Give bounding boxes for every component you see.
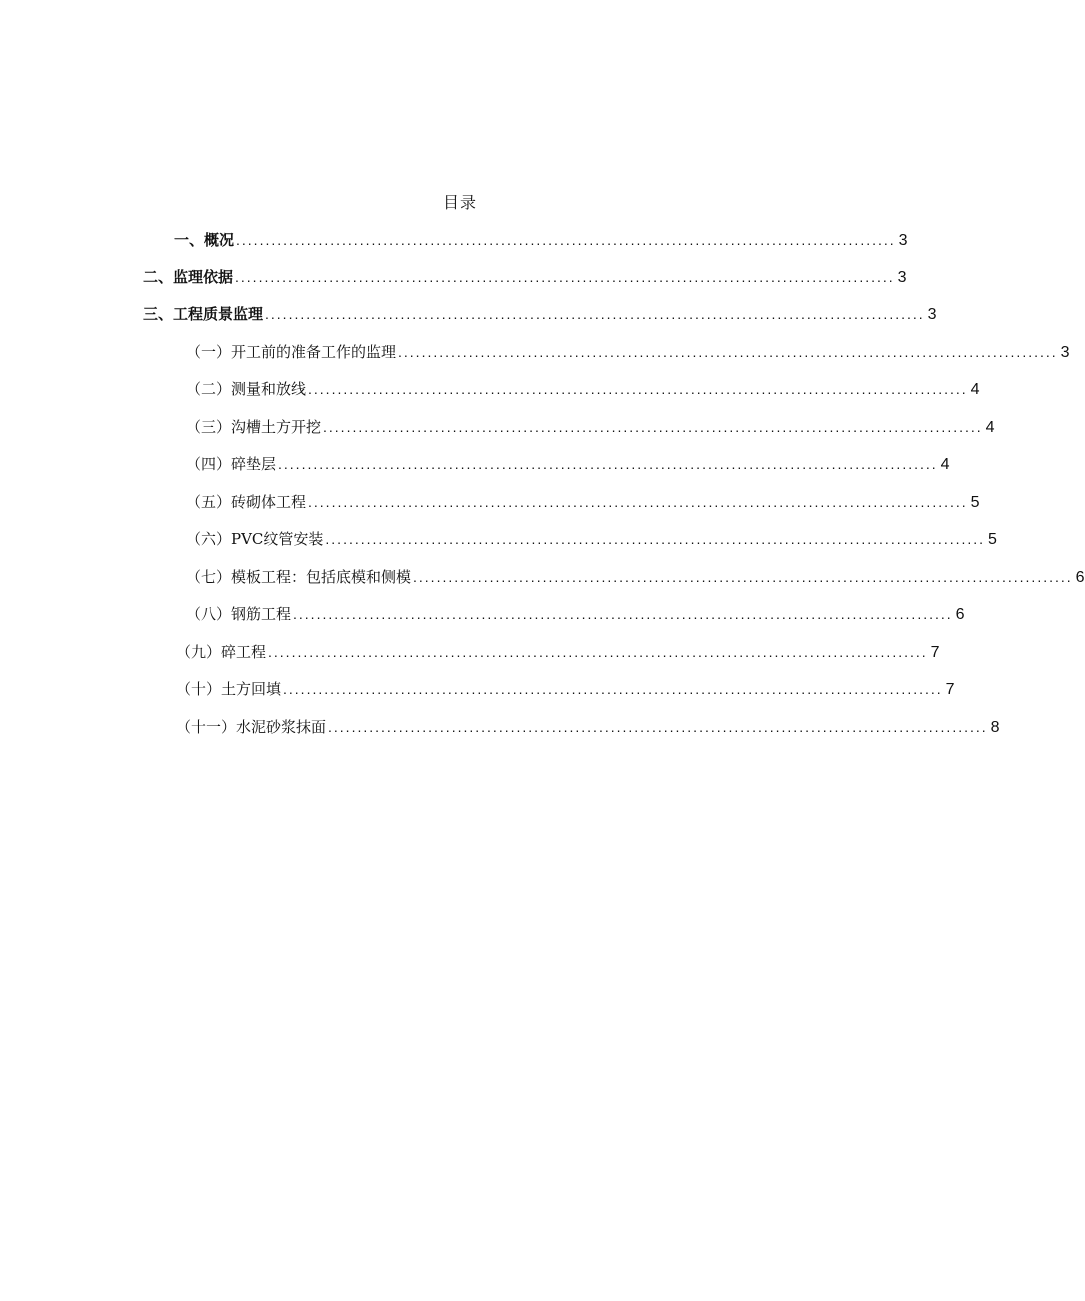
toc-entry-page: 6 xyxy=(955,606,965,623)
toc-entry-label: 二、监理依据 xyxy=(143,268,234,286)
toc-entry[interactable] xyxy=(186,492,980,513)
toc-entry-label: （九）碎工程 xyxy=(176,643,267,661)
toc-entry-page: 4 xyxy=(985,419,995,436)
toc-entry-label: （十一）水泥砂浆抹面 xyxy=(176,718,327,736)
dot-leader: ................................................................................................................ xyxy=(308,381,968,397)
toc-entry-label: （二）测量和放线 xyxy=(186,380,307,398)
dot-leader: ................................................................................................................ xyxy=(293,606,953,622)
toc-entry-label: 一、概况 xyxy=(174,231,235,249)
dot-leader: ................................................................................................................ xyxy=(236,232,896,248)
dot-leader: ................................................................................................................ xyxy=(265,306,925,322)
dot-leader: ................................................................................................................ xyxy=(323,419,983,435)
toc-entry-label: （十）土方回填 xyxy=(176,680,282,698)
dot-leader: ................................................................................................................ xyxy=(268,644,928,660)
toc-entry-page: 3 xyxy=(927,306,937,323)
dot-leader: ................................................................................................................ xyxy=(283,681,943,697)
toc-entry[interactable] xyxy=(186,417,995,438)
dot-leader: ................................................................................................................ xyxy=(278,456,938,472)
toc-entry-page: 5 xyxy=(988,531,997,548)
toc-entry-label: （五）砖砌体工程 xyxy=(186,493,307,511)
toc-entry-label: 三、工程质景监理 xyxy=(143,305,264,323)
toc-entry[interactable] xyxy=(186,529,997,550)
toc-entry[interactable] xyxy=(186,379,980,400)
toc-entry[interactable] xyxy=(143,267,907,288)
toc-entry[interactable] xyxy=(143,304,937,325)
toc-entry-label: （八）钢筋工程 xyxy=(186,605,292,623)
toc-entry-page: 7 xyxy=(945,681,955,698)
toc-entry[interactable] xyxy=(186,454,950,475)
toc-entry-label: （四）碎垫层 xyxy=(186,455,277,473)
dot-leader: ................................................................................................................ xyxy=(328,719,988,735)
dot-leader: ................................................................................................................ xyxy=(308,494,968,510)
toc-entry[interactable] xyxy=(176,679,955,700)
dot-leader: ................................................................................................................ xyxy=(413,569,1073,585)
toc-entry-page: 3 xyxy=(1060,344,1070,361)
toc-entry-page: 7 xyxy=(930,644,940,661)
dot-leader: ................................................................................................................ xyxy=(235,269,895,285)
toc-entry[interactable] xyxy=(176,717,1000,738)
toc-entry-label: （六）PVC纹管安装 xyxy=(186,530,324,548)
toc-title: 目录 xyxy=(442,193,477,212)
toc-entry-page: 5 xyxy=(970,494,980,511)
toc-entry-label: （七）模板工程：包括底模和侧模 xyxy=(186,568,412,586)
toc-entry-page: 3 xyxy=(898,232,908,249)
toc-entry-page: 8 xyxy=(990,719,1000,736)
toc-entry[interactable] xyxy=(186,342,1070,363)
toc-entry-page: 4 xyxy=(970,381,980,398)
toc-entry-page: 3 xyxy=(897,269,907,286)
dot-leader: ................................................................................................................ xyxy=(325,531,986,547)
dot-leader: ................................................................................................................ xyxy=(398,344,1058,360)
toc-entry[interactable] xyxy=(186,567,1085,588)
toc-entry-page: 6 xyxy=(1075,569,1085,586)
toc-entry[interactable] xyxy=(174,230,908,251)
toc-entry[interactable] xyxy=(186,604,965,625)
toc-entry-label: （三）沟槽土方开挖 xyxy=(186,418,322,436)
toc-entry-page: 4 xyxy=(940,456,950,473)
toc-entry[interactable] xyxy=(176,642,940,663)
toc-entry-label: （一）开工前的准备工作的监理 xyxy=(186,343,397,361)
